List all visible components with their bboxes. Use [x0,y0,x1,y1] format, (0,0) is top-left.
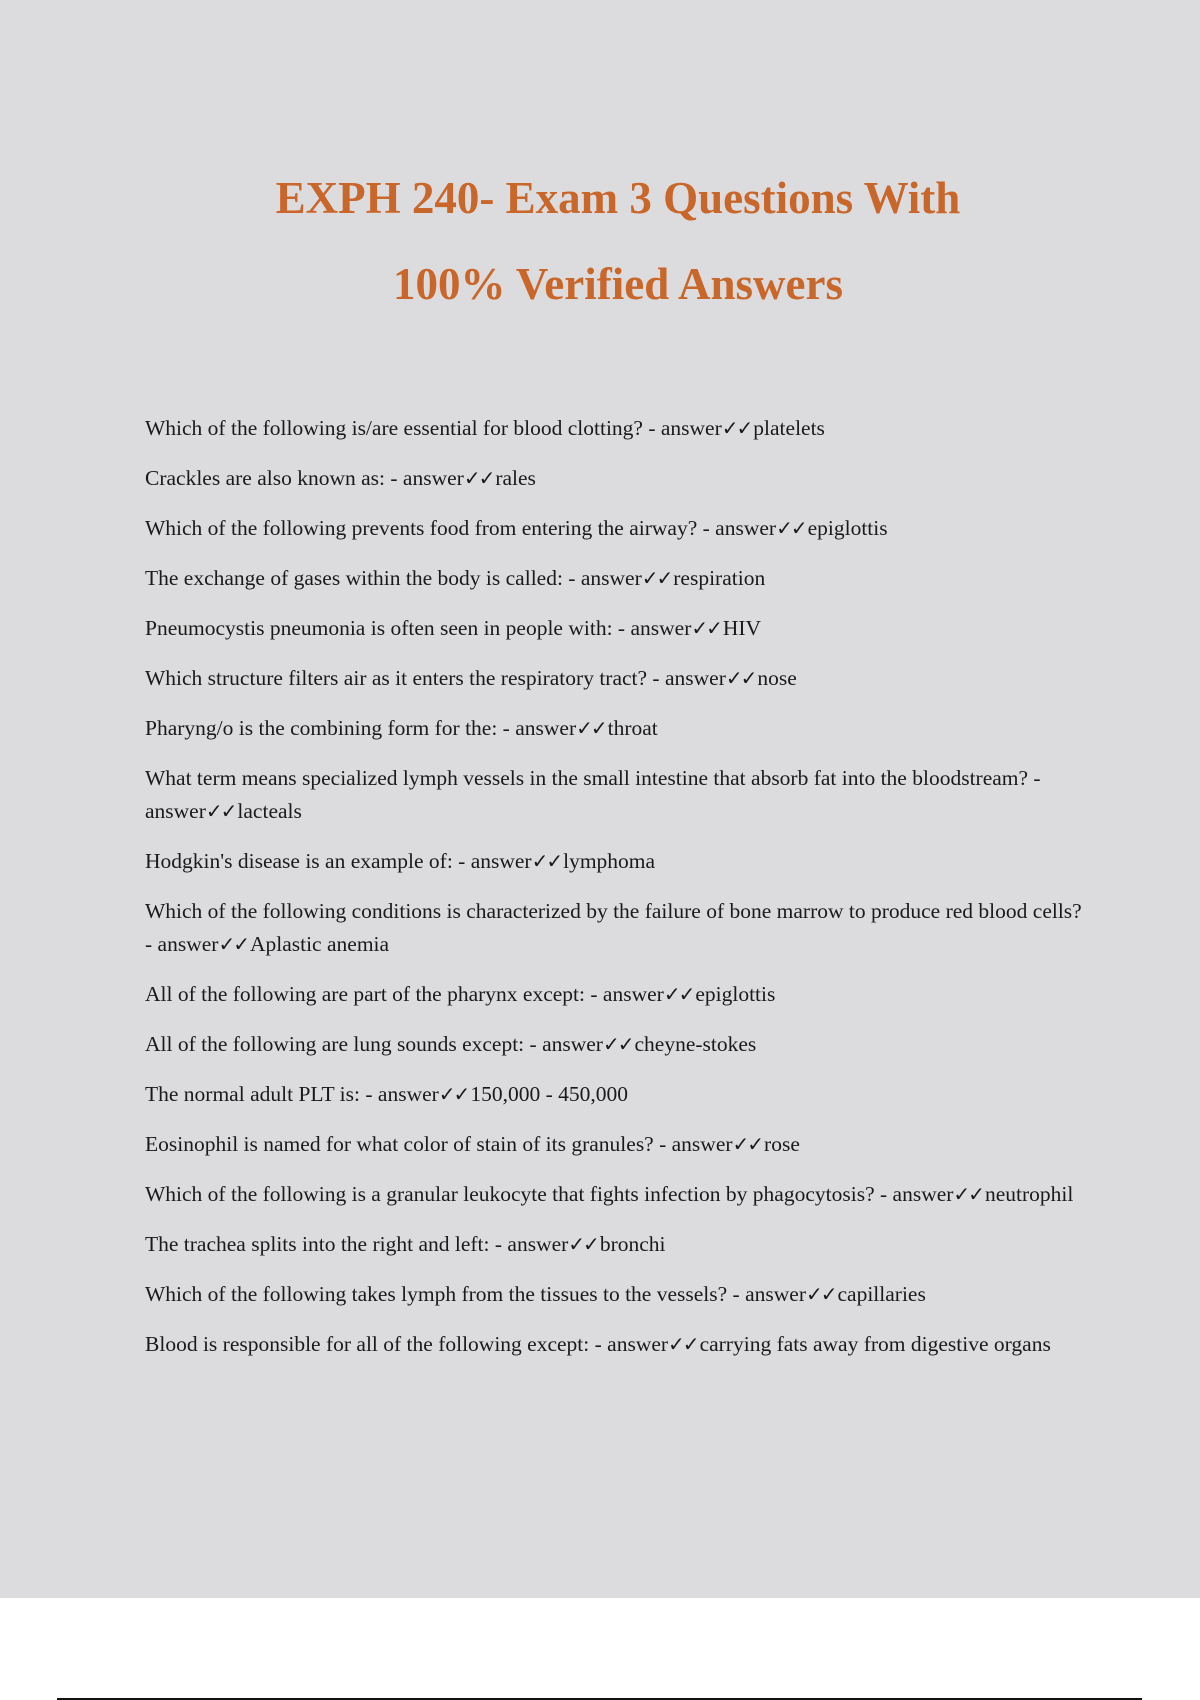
answer-marker: answer [145,799,206,823]
question-answer-item [145,662,1085,695]
answer-text: nose [757,666,797,690]
question-answer-item [145,462,1085,495]
question-answer-item [145,1328,1085,1361]
answer-text: cheyne-stokes [634,1032,757,1056]
question-answer-list [145,412,1085,1378]
answer-text: bronchi [599,1232,666,1256]
answer-marker: answer [602,982,664,1006]
double-check-icon: ✓✓ [218,932,248,956]
question-text: Hodgkin's disease is an example of: - [145,849,471,873]
double-check-icon: ✓✓ [205,799,236,823]
double-check-icon: ✓✓ [805,1282,836,1306]
double-check-icon: ✓✓ [721,416,752,440]
question-text: The trachea splits into the right and left: - [145,1232,508,1256]
answer-text: throat [607,716,658,740]
double-check-icon: ✓✓ [732,1132,763,1156]
question-answer-item [145,1278,1085,1311]
question-answer-item [145,562,1085,595]
question-text: Which of the following prevents food from entering the airway? - [145,516,716,540]
answer-text: neutrophil [984,1182,1074,1206]
question-answer-item [145,978,1085,1011]
answer-marker: answer [580,566,642,590]
answer-marker: answer [402,466,464,490]
question-text: Which of the following takes lymph from the tissues to the vessels? - [145,1282,746,1306]
question-answer-item [145,612,1085,645]
answer-marker: answer [745,1282,806,1306]
question-text: What term means specialized lymph vessels in the small intestine that absorb fat into the bloodstream? - [145,766,1041,790]
answer-text: respiration [673,566,766,590]
question-text: The normal adult PLT is: - [145,1082,378,1106]
double-check-icon: ✓✓ [691,616,721,640]
question-answer-item [145,1178,1085,1211]
answer-text: epiglottis [807,516,888,540]
answer-marker: answer [470,849,532,873]
answer-text: capillaries [837,1282,926,1306]
document-title [0,155,1200,327]
question-answer-item [145,1228,1085,1261]
answer-text: lymphoma [563,849,656,873]
answer-marker: answer [660,416,722,440]
answer-text: rales [495,466,536,490]
double-check-icon: ✓✓ [641,566,672,590]
answer-marker: answer [157,932,219,956]
answer-text: carrying fats away from digestive organs [699,1332,1051,1356]
question-answer-item [145,712,1085,745]
answer-marker: answer [715,516,777,540]
question-answer-item [145,762,1085,828]
question-text: All of the following are lung sounds except: - [145,1032,543,1056]
answer-marker: answer [515,716,577,740]
question-answer-item [145,412,1085,445]
double-check-icon: ✓✓ [531,849,562,873]
question-text: Which structure filters air as it enters the respiratory tract? - [145,666,665,690]
question-text: All of the following are part of the pharynx except: - [145,982,603,1006]
question-text: Crackles are also known as: - [145,466,403,490]
answer-text: lacteals [237,799,302,823]
question-answer-item [145,512,1085,545]
double-check-icon: ✓✓ [438,1082,469,1106]
question-answer-item [145,1028,1085,1061]
answer-marker: answer [664,666,726,690]
title-line-1: EXPH 240- Exam 3 Questions With [275,173,961,223]
answer-text: 150,000 - 450,000 [470,1082,628,1106]
question-text: Which of the following conditions is characterized by the failure of bone marrow to produce red blood cells? - [145,899,1082,956]
question-text: Which of the following is/are essential for blood clotting? - [145,416,661,440]
double-check-icon: ✓✓ [776,516,806,540]
answer-marker: answer [671,1132,733,1156]
question-answer-item [145,895,1085,961]
double-check-icon: ✓✓ [576,716,606,740]
answer-marker: answer [542,1032,603,1056]
question-text: Pneumocystis pneumonia is often seen in people with: - [145,616,631,640]
double-check-icon: ✓✓ [663,982,694,1006]
double-check-icon: ✓✓ [568,1232,598,1256]
double-check-icon: ✓✓ [953,1182,983,1206]
answer-text: platelets [753,416,825,440]
question-text: Which of the following is a granular leukocyte that fights infection by phagocytosis? - [145,1182,893,1206]
answer-marker: answer [507,1232,569,1256]
double-check-icon: ✓✓ [668,1332,698,1356]
question-answer-item [145,1128,1085,1161]
answer-marker: answer [630,616,692,640]
answer-text: rose [764,1132,800,1156]
answer-marker: answer [892,1182,954,1206]
title-line-2: 100% Verified Answers [393,259,843,309]
question-text: Pharyng/o is the combining form for the: - [145,716,516,740]
question-text: Eosinophil is named for what color of stain of its granules? - [145,1132,672,1156]
answer-text: HIV [722,616,762,640]
answer-marker: answer [377,1082,439,1106]
double-check-icon: ✓✓ [463,466,494,490]
answer-text: Aplastic anemia [249,932,390,956]
question-text: The exchange of gases within the body is called: - [145,566,581,590]
question-text: Blood is responsible for all of the following except: - [145,1332,608,1356]
answer-marker: answer [607,1332,669,1356]
question-answer-item [145,845,1085,878]
question-answer-item [145,1078,1085,1111]
answer-text: epiglottis [695,982,776,1006]
double-check-icon: ✓✓ [725,666,756,690]
double-check-icon: ✓✓ [602,1032,633,1056]
